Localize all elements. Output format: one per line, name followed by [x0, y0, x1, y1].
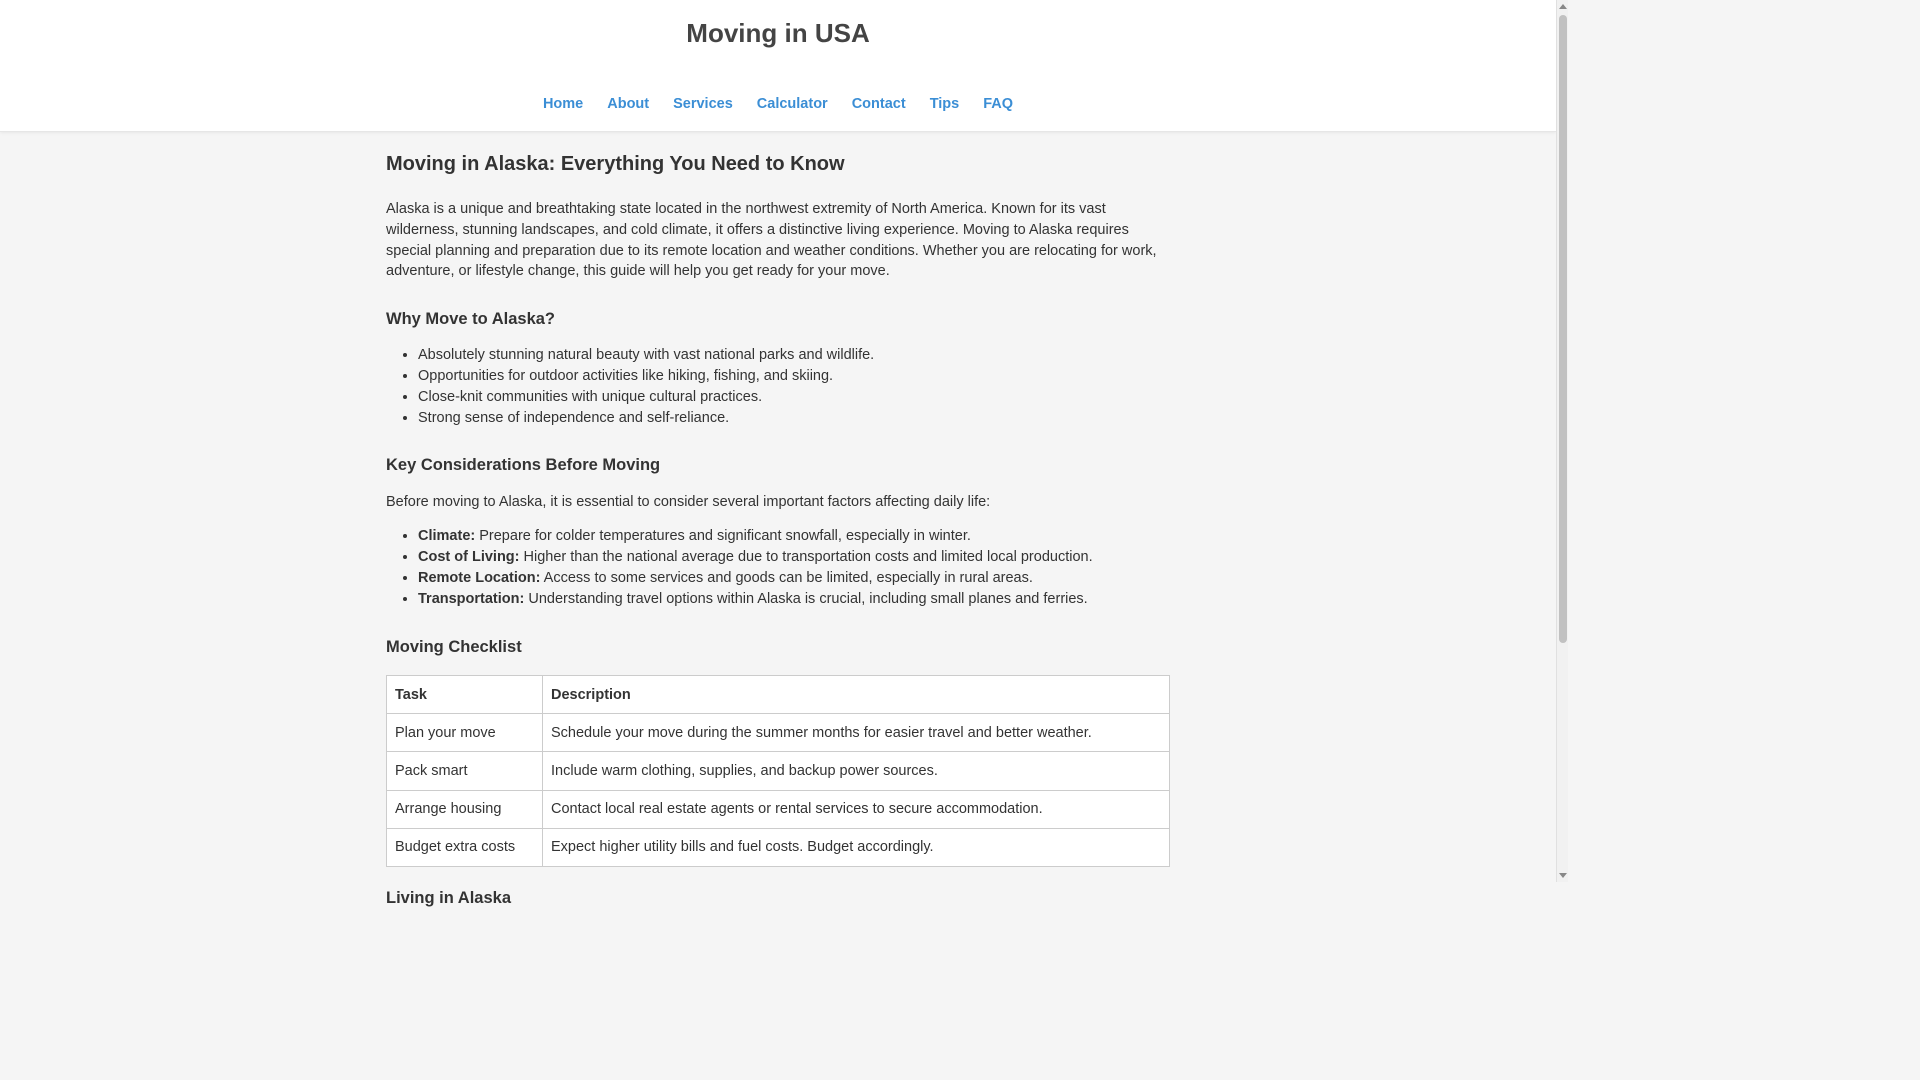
task-cell: Pack smart — [387, 752, 543, 790]
item-label: Climate: — [418, 527, 476, 544]
list-item: • Strong sense of independence and self-reliance. — [418, 408, 1170, 429]
item-text: Understanding travel options within Alaska is crucial, including small planes and ferries. — [524, 590, 1088, 607]
list-item: • Opportunities for outdoor activities like hiking, fishing, and skiing. — [418, 366, 1170, 387]
site-header — [0, 0, 1556, 132]
table-header-row — [387, 675, 1170, 713]
list-item — [418, 589, 1170, 610]
living-heading: Living in Alaska — [386, 888, 512, 907]
item-text: Access to some services and goods can be limited, especially in rural areas. — [540, 569, 1033, 586]
nav-faq[interactable]: FAQ — [983, 96, 1014, 112]
why-heading: Why Move to Alaska? — [386, 310, 556, 329]
table-row — [387, 828, 1170, 866]
key-intro-paragraph: Before moving to Alaska, it is essential to consider several important factors affecting daily life: — [386, 494, 991, 511]
page-scrollbar[interactable] — [1556, 0, 1568, 882]
column-header-task: Task — [387, 675, 543, 713]
main-nav — [0, 95, 1556, 113]
nav-home[interactable]: Home — [542, 96, 584, 112]
table-row — [387, 714, 1170, 752]
article-title: Moving in Alaska: Everything You Need to Know — [386, 153, 845, 175]
table-row — [387, 790, 1170, 828]
task-cell: Plan your move — [387, 714, 543, 752]
item-label: Transportation: — [418, 590, 525, 607]
list-item — [418, 547, 1170, 568]
column-header-description: Description — [543, 675, 1170, 713]
nav-calculator[interactable]: Calculator — [756, 96, 828, 112]
list-item — [418, 526, 1170, 547]
item-label: Remote Location: — [418, 569, 541, 586]
description-cell: Include warm clothing, supplies, and backup power sources. — [543, 752, 1170, 790]
scroll-thumb[interactable] — [1559, 15, 1567, 643]
table-row — [387, 752, 1170, 790]
nav-about[interactable]: About — [607, 96, 650, 112]
task-cell: Arrange housing — [387, 790, 543, 828]
checklist-table — [386, 675, 1170, 867]
intro-paragraph: Alaska is a unique and breathtaking state located in the northwest extremity of North America. Known for its vast wilderness, stunning landscapes, and cold climate, it offers a distinctive living experience. Moving to Alaska requires special planning and preparation due to its remote location and weather conditions. Whether you are relocating for work, adventure, or lifestyle change, this guide will help you get ready for your move. — [386, 201, 1157, 280]
scroll-down-icon[interactable] — [1559, 873, 1567, 878]
item-label: Cost of Living: — [418, 548, 520, 565]
description-cell: Contact local real estate agents or rental services to secure accommodation. — [543, 790, 1170, 828]
site-title[interactable]: Moving in USA — [686, 18, 870, 48]
task-cell: Budget extra costs — [387, 828, 543, 866]
list-item: • Absolutely stunning natural beauty with vast national parks and wildlife. — [418, 345, 1170, 366]
checklist-heading: Moving Checklist — [386, 637, 522, 656]
list-item: • Close-knit communities with unique cultural practices. — [418, 387, 1170, 408]
description-cell: Expect higher utility bills and fuel costs. Budget accordingly. — [543, 828, 1170, 866]
article — [386, 150, 1170, 909]
nav-tips[interactable]: Tips — [929, 96, 960, 112]
nav-services[interactable]: Services — [673, 96, 733, 112]
item-text: Prepare for colder temperatures and significant snowfall, especially in winter. — [475, 527, 971, 544]
scroll-up-icon[interactable] — [1559, 4, 1567, 9]
key-considerations-heading: Key Considerations Before Moving — [386, 456, 661, 475]
nav-contact[interactable]: Contact — [851, 96, 906, 112]
list-item — [418, 568, 1170, 589]
key-list — [386, 526, 1170, 610]
item-text: Higher than the national average due to transportation costs and limited local production. — [519, 548, 1093, 565]
description-cell: Schedule your move during the summer months for easier travel and better weather. — [543, 714, 1170, 752]
why-list — [386, 345, 1170, 429]
